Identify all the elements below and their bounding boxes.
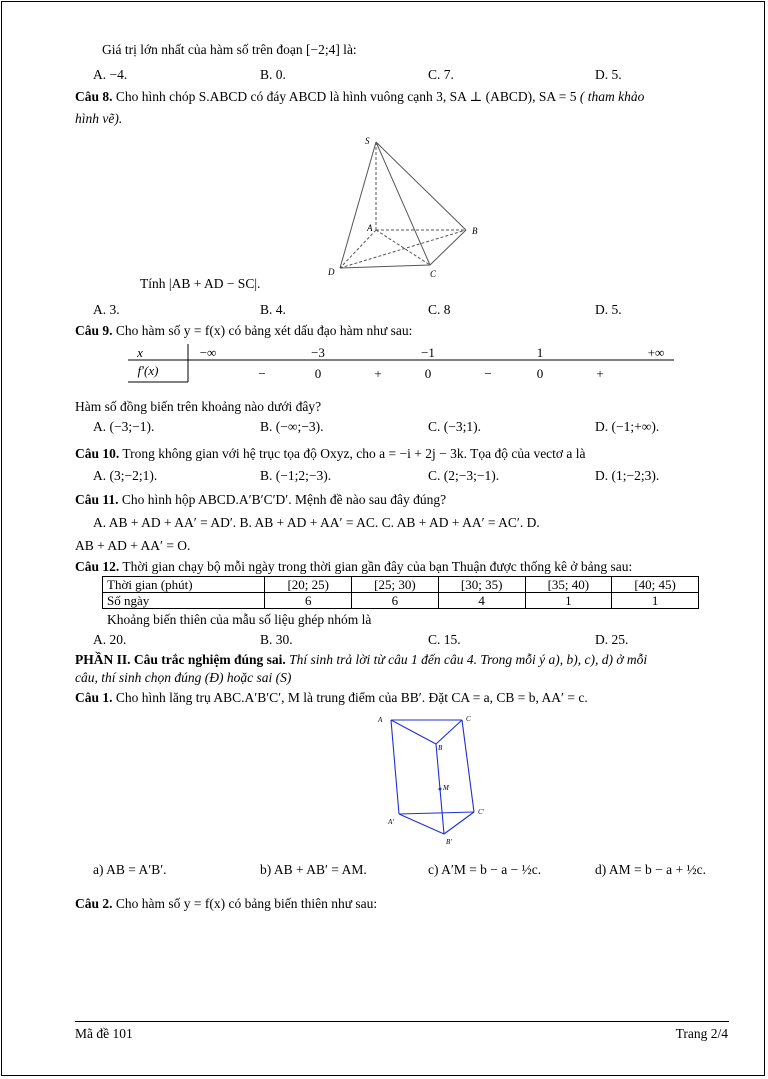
label-M: M — [443, 784, 449, 792]
q12-option-c: C. 15. — [428, 632, 461, 647]
table-cell: 1 — [612, 593, 699, 609]
q9-stem: Cho hàm số y = f(x) có bảng xét dấu đạo hàm như sau: — [115, 323, 413, 338]
x-value: −∞ — [199, 345, 217, 360]
q10-line — [75, 446, 586, 462]
p2q1-stem: Cho hình lăng trụ ABC.A′B′C′, M là trung điểm của BB′. Đặt CA = a, CB = b, AA′ = c. — [115, 690, 588, 705]
q8-option-c: C. 8 — [428, 302, 451, 317]
p2q1-line — [75, 690, 588, 706]
q10-option-c: C. (2;−3;−1). — [428, 468, 500, 483]
q11-line — [75, 492, 446, 508]
q7-option-c: C. 7. — [428, 67, 454, 82]
footer-page-number: Trang 2/4 — [675, 1026, 728, 1041]
q9-option-c: C. (−3;1). — [428, 419, 481, 434]
label-B: B — [472, 226, 478, 236]
q8-option-b: B. 4. — [260, 302, 286, 317]
table-cell: [30; 35) — [438, 577, 525, 593]
q9-number: Câu 9. — [75, 323, 113, 338]
q7-option-a: A. −4. — [93, 67, 128, 82]
prism-figure — [374, 712, 494, 852]
table-cell: [25; 30) — [352, 577, 439, 593]
q10-option-a: A. (3;−2;1). — [93, 468, 158, 483]
sign-table-x-label: x — [137, 345, 143, 360]
table-cell: Số ngày — [103, 593, 265, 609]
edge-DC — [340, 265, 430, 268]
edge-SB — [376, 142, 466, 230]
pyramid-figure — [320, 132, 490, 282]
q12-number: Câu 12. — [75, 559, 120, 574]
q7-option-d: D. 5. — [595, 67, 622, 82]
q8-option-a: A. 3. — [93, 302, 120, 317]
q8-line — [75, 89, 644, 105]
q12-option-a: A. 20. — [93, 632, 127, 647]
table-cell: 1 — [525, 593, 612, 609]
q12-option-b: B. 30. — [260, 632, 293, 647]
p2q2-line — [75, 896, 377, 912]
q12-stem: Thời gian chạy bộ mỗi ngày trong thời gian gần đây của bạn Thuận được thống kê ở bảng sau: — [122, 559, 633, 574]
footer-divider — [75, 1021, 729, 1022]
q9-line — [75, 323, 412, 339]
q12-data-table — [102, 576, 699, 609]
label-C: C — [466, 715, 471, 723]
p2q1-number: Câu 1. — [75, 690, 113, 705]
q10-number: Câu 10. — [75, 446, 120, 461]
q7-stem: Giá trị lớn nhất của hàm số trên đoạn [−2;4] là: — [102, 42, 357, 57]
table-cell: 6 — [352, 593, 439, 609]
table-cell: 6 — [265, 593, 352, 609]
q9-ask: Hàm số đồng biến trên khoảng nào dưới đây? — [75, 399, 322, 414]
q10-option-d: D. (1;−2;3). — [595, 468, 660, 483]
label-A-prime: A′ — [388, 818, 394, 826]
label-B-prime: B′ — [446, 838, 452, 846]
footer-exam-code: Mã đề 101 — [75, 1026, 133, 1041]
table-cell: [40; 45) — [612, 577, 699, 593]
q12-line — [75, 559, 632, 575]
table-cell: Thời gian (phút) — [103, 577, 265, 593]
q8-note-cont: hình vẽ). — [75, 111, 123, 126]
x-value: +∞ — [647, 345, 665, 360]
fp-sign: − — [484, 366, 492, 381]
x-value: −1 — [421, 345, 435, 360]
fp-zero: 0 — [314, 366, 322, 381]
sign-table — [128, 342, 674, 384]
q9-option-b: B. (−∞;−3). — [260, 419, 324, 434]
q11-stem: Cho hình hộp ABCD.A′B′C′D′. Mệnh đề nào sau đây đúng? — [121, 492, 447, 507]
q12-ask: Khoảng biến thiên của mẫu số liệu ghép nhóm là — [107, 612, 372, 627]
p2q1-option-c: c) A′M = b − a − ½c. — [428, 862, 542, 877]
q11-number: Câu 11. — [75, 492, 119, 507]
table-cell: [20; 25) — [265, 577, 352, 593]
fp-sign: + — [596, 366, 604, 381]
table-cell: 4 — [438, 593, 525, 609]
part2-instructions: Thí sinh trả lời từ câu 1 đến câu 4. Trong mỗi ý a), b), c), d) ở mỗi — [289, 652, 648, 667]
p2q2-number: Câu 2. — [75, 896, 113, 911]
fp-zero: 0 — [424, 366, 432, 381]
sign-table-fp-label: f′(x) — [137, 363, 159, 378]
q10-option-b: B. (−1;2;−3). — [260, 468, 332, 483]
label-C: C — [430, 269, 437, 279]
q12-option-d: D. 25. — [595, 632, 629, 647]
p2q1-option-a: a) AB = A′B′. — [93, 862, 167, 877]
label-C-prime: C′ — [478, 808, 485, 816]
fp-sign: − — [258, 366, 266, 381]
q8-option-d: D. 5. — [595, 302, 622, 317]
q8-note: ( tham khảo — [579, 89, 645, 104]
q7-option-b: B. 0. — [260, 67, 286, 82]
p2q2-stem: Cho hàm số y = f(x) có bảng biến thiên như sau: — [115, 896, 378, 911]
part2-heading — [75, 652, 647, 668]
q9-option-a: A. (−3;−1). — [93, 419, 155, 434]
q8-ask: Tính |AB + AD − SC|. — [140, 276, 261, 291]
fp-sign: + — [374, 366, 382, 381]
label-A: A — [378, 716, 383, 724]
x-value: 1 — [536, 345, 544, 360]
part2-instructions-cont: câu, thí sinh chọn đúng (Đ) hoặc sai (S) — [75, 670, 292, 685]
x-value: −3 — [311, 345, 325, 360]
label-D: D — [328, 267, 335, 277]
q11-options-line2: AB + AD + AA′ = O. — [75, 538, 191, 553]
table-cell: [35; 40) — [525, 577, 612, 593]
q11-options-line1: A. AB + AD + AA′ = AD′. B. AB + AD + AA′ = AC. C. AB + AD + AA′ = AC′. D. — [93, 515, 540, 530]
q9-option-d: D. (−1;+∞). — [595, 419, 660, 434]
label-A: A — [367, 223, 373, 233]
q8-number: Câu 8. — [75, 89, 113, 104]
table-row — [103, 593, 699, 609]
part2-title: PHẦN II. Câu trắc nghiệm đúng sai. — [75, 652, 286, 667]
label-B: B — [438, 744, 443, 752]
q8-stem: Cho hình chóp S.ABCD có đáy ABCD là hình vuông cạnh 3, SA ⊥ (ABCD), SA = 5 — [115, 89, 577, 104]
p2q1-option-b: b) AB + AB′ = AM. — [260, 862, 367, 877]
fp-zero: 0 — [536, 366, 544, 381]
q10-stem: Trong không gian với hệ trục tọa độ Oxyz, cho a = −i + 2j − 3k. Tọa độ của vectơ a là — [122, 446, 586, 461]
p2q1-option-d: d) AM = b − a + ½c. — [595, 862, 706, 877]
edge-SC — [376, 142, 430, 265]
label-S: S — [365, 136, 370, 146]
table-row — [103, 577, 699, 593]
